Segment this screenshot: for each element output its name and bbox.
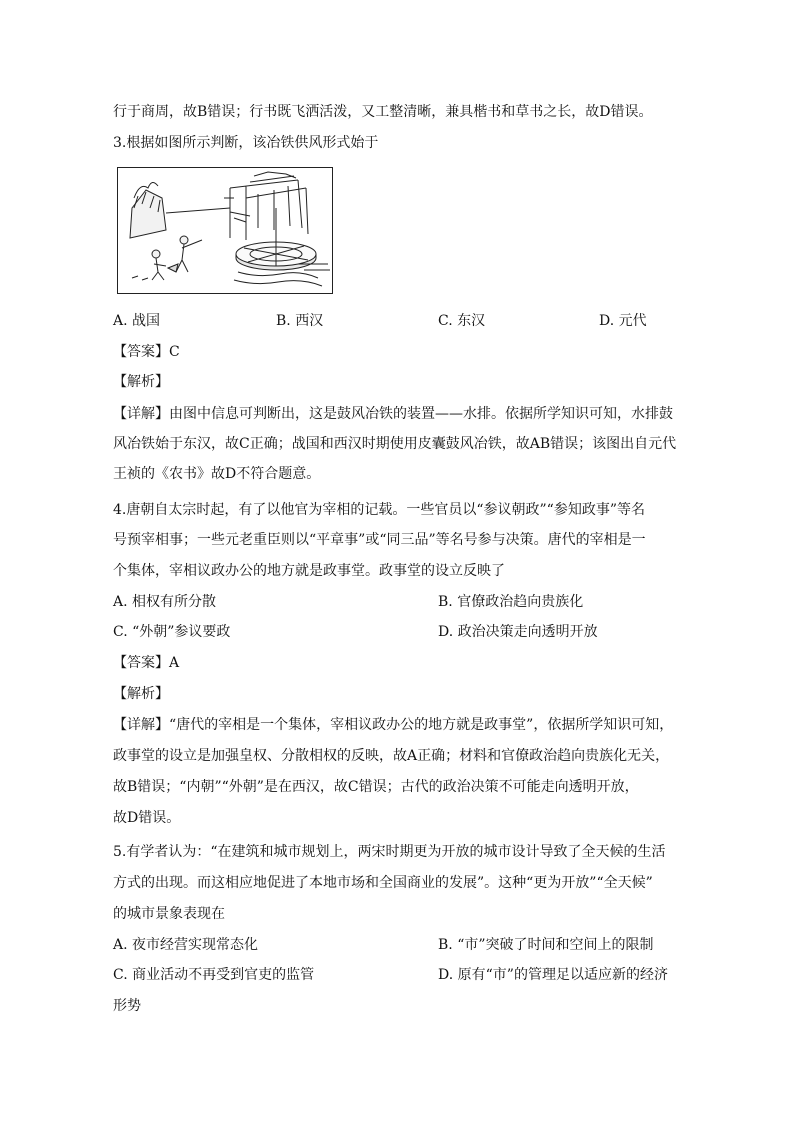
q4-option-a: A. 相权有所分散 <box>113 594 217 610</box>
q4-analysis-label: 【解析】 <box>113 686 169 702</box>
q5-option-b: B. “市”突破了时间和空间上的限制 <box>438 937 654 953</box>
q4-option-c: C. “外朝”参议要政 <box>113 624 231 640</box>
water-bellows-drawing <box>118 168 332 293</box>
q4-detail-line-3: 故B错误；“内朝”“外朝”是在西汉，故C错误；古代的政治决策不可能走向透明开放， <box>113 779 639 795</box>
q3-option-d: D. 元代 <box>599 313 647 329</box>
q5-option-d: D. 原有“市”的管理足以适应新的经济 <box>438 967 668 983</box>
q4-answer: 【答案】A <box>113 655 180 671</box>
q4-detail-line-1: 【详解】“唐代的宰相是一个集体，宰相议政办公的地方就是政事堂”，依据所学知识可知， <box>113 717 674 733</box>
q5-option-d-continuation: 形势 <box>113 998 141 1014</box>
q5-option-c: C. 商业活动不再受到官吏的监管 <box>113 967 315 983</box>
q3-detail-line-1: 【详解】由图中信息可判断出，这是鼓风冶铁的装置——水排。依据所学知识可知，水排鼓 <box>113 406 673 422</box>
q3-option-a: A. 战国 <box>113 313 161 329</box>
water-bellows-illustration <box>117 167 333 294</box>
q4-stem-line-2: 号预宰相事；一些元老重臣则以“平章事”或“同三品”等名号参与决策。唐代的宰相是一 <box>113 532 646 548</box>
q4-option-b: B. 官僚政治趋向贵族化 <box>438 594 584 610</box>
q4-detail-line-4: 故D错误。 <box>113 810 181 826</box>
q4-detail-line-2: 政事堂的设立是加强皇权、分散相权的反映，故A正确；材料和官僚政治趋向贵族化无关， <box>113 748 670 764</box>
q5-option-a: A. 夜市经营实现常态化 <box>113 937 259 953</box>
intro-line: 行于商周，故B错误；行书既飞洒活泼，又工整清晰，兼具楷书和草书之长，故D错误。 <box>113 104 653 120</box>
q5-stem-line-2: 方式的出现。而这相应地促进了本地市场和全国商业的发展”。这种“更为开放”“全天候” <box>113 875 653 891</box>
q3-option-c: C. 东汉 <box>438 313 486 329</box>
q5-stem-line-1: 5.有学者认为：“在建筑和城市规划上，两宋时期更为开放的城市设计导致了全天候的生活 <box>113 844 666 860</box>
q4-stem-line-3: 个集体，宰相议政办公的地方就是政事堂。政事堂的设立反映了 <box>113 563 505 579</box>
q3-answer: 【答案】C <box>113 344 180 360</box>
q3-detail-line-3: 王祯的《农书》故D不符合题意。 <box>113 466 321 482</box>
q4-option-d: D. 政治决策走向透明开放 <box>438 624 598 640</box>
q3-detail-line-2: 风冶铁始于东汉，故C正确；战国和西汉时期使用皮囊鼓风冶铁，故AB错误；该图出自元代 <box>113 436 677 452</box>
q3-analysis-label: 【解析】 <box>113 374 169 390</box>
q4-stem-line-1: 4.唐朝自太宗时起，有了以他官为宰相的记载。一些官员以“参议朝政”“参知政事”等名 <box>113 502 645 518</box>
q3-option-b: B. 西汉 <box>276 313 324 329</box>
q5-stem-line-3: 的城市景象表现在 <box>113 906 225 922</box>
q3-stem: 3.根据如图所示判断，该冶铁供风形式始于 <box>113 135 379 151</box>
